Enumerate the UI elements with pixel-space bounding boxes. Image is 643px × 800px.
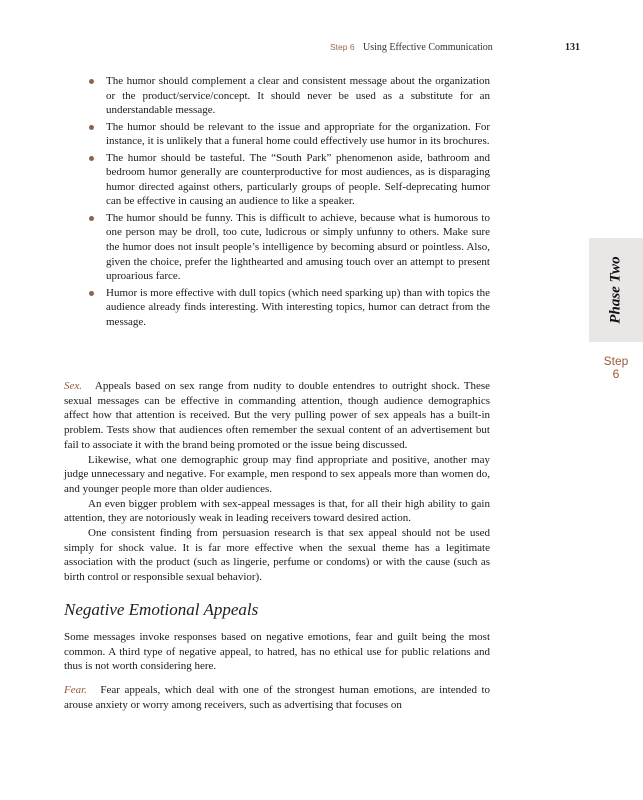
humor-bullet-list <box>106 74 490 331</box>
fear-paragraph-text: Fear appeals, which deal with one of the strongest human emotions, are intended to arouse anxiety or worry among receivers, such as advertising that focuses on <box>64 683 491 711</box>
fear-runin-heading: Fear. <box>64 683 87 696</box>
list-item-text: The humor should be tasteful. The “South Park” phenomenon aside, bathroom and bedroom humor generally are counterproductive for most audiences, as is disparaging humor directed against others, particularly groups of people. Self-deprecating humor can be effective in causing an audience to like a speaker. <box>106 151 490 208</box>
header-chapter-title: Using Effective Communication <box>363 42 493 53</box>
bullet-icon <box>89 79 94 84</box>
sex-paragraph-1-text: Appeals based on sex range from nudity to double entendres to outright shock. These sexual messages can be effective in commanding attention, though audience demographics affect how that attention is received. But the very pulling power of sex appeals has a built-in problem. Tests show that audiences often remember the sexual content of an advertisement but fail to associate it with the brand being promoted or the issue being discussed. <box>64 380 491 451</box>
list-item <box>106 151 490 209</box>
list-item <box>106 211 490 284</box>
phase-label: Phase Two <box>607 256 624 324</box>
list-item <box>106 74 490 118</box>
negative-appeals-heading: Negative Emotional Appeals <box>64 599 259 619</box>
sex-paragraph-4: One consistent finding from persuasion research is that sex appeal should not be used simply for shock value. It is far more effective when the sexual theme has a legitimate association with the product (such as lingerie, perfume or condoms) or with the cause (such as birth control or responsible sexual behavior). <box>64 527 490 584</box>
header-step: Step 6 <box>330 42 355 52</box>
list-item-text: Humor is more effective with dull topics (which need sparking up) than with topics the audience already finds interesting. With interesting topics, humor can detract from the message. <box>106 286 490 328</box>
list-item-text: The humor should be relevant to the issue and appropriate for the organization. For instance, it is unlikely that a funeral home could effectively use humor in its brochures. <box>106 120 490 148</box>
list-item <box>106 120 490 149</box>
side-step-indicator <box>589 355 643 381</box>
list-item <box>106 286 490 330</box>
running-header <box>0 42 643 56</box>
negative-paragraph-1: Some messages invoke responses based on negative emotions, fear and guilt being the most common. A third type of negative appeal, to hatred, has no ethical use for public relations and thus is not worth considering here. <box>64 630 490 673</box>
sex-paragraph-1 <box>64 379 490 453</box>
sex-paragraph-2: Likewise, what one demographic group may find appropriate and positive, another may judge unnecessary and negative. For example, men respond to sex appeals more than women do, and younger people more than older audiences. <box>64 453 490 495</box>
phase-side-tab <box>589 238 643 342</box>
page-number: 131 <box>565 42 580 53</box>
bullet-icon <box>89 125 94 130</box>
side-step-word: Step <box>603 354 629 368</box>
bullet-icon <box>89 156 94 161</box>
fear-paragraph <box>64 683 490 712</box>
bullet-icon <box>89 291 94 296</box>
bullet-icon <box>89 216 94 221</box>
list-item-text: The humor should complement a clear and consistent message about the organization or the product/service/concept. It should never be used as a substitute for an understandable message. <box>106 75 490 117</box>
sex-paragraph-3: An even bigger problem with sex-appeal messages is that, for all their high ability to gain attention, they are notoriously weak in leading receivers toward desired action. <box>64 497 490 525</box>
sex-runin-heading: Sex. <box>64 380 83 392</box>
side-step-number: 6 <box>612 367 620 381</box>
main-body-text <box>64 379 490 712</box>
list-item-text: The humor should be funny. This is difficult to achieve, because what is humorous to one person may be droll, too cute, ludicrous or simply unfunny to others. Make sure the humor does not insult people’s intelligence by becoming absurd or pointless. Also, given the choice, prefer the lighthearted and amusing touch over an attempt to present uproarious farce. <box>106 211 490 283</box>
